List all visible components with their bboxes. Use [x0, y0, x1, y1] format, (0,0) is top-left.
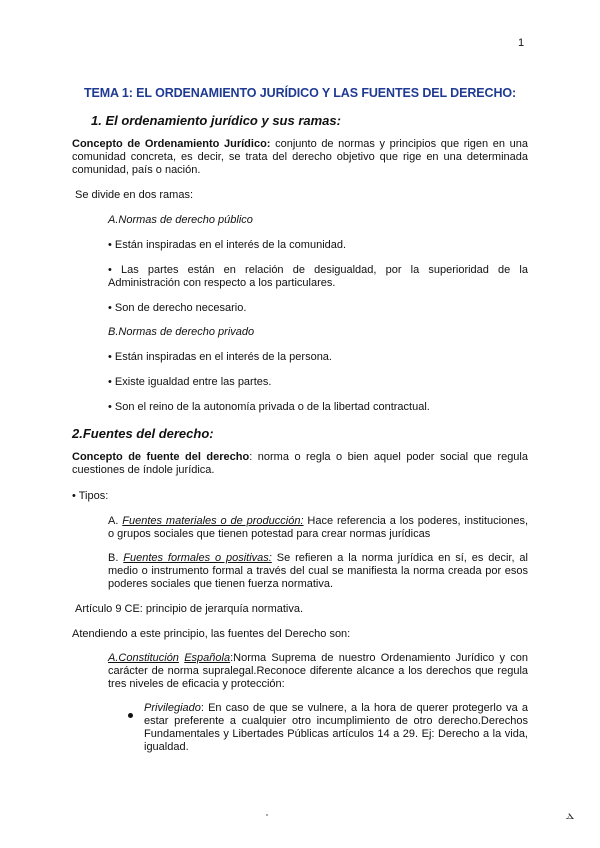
type-b-text: Se refieren a la norma jurídica en sí, es decir, al medio o instrumento formal a través del cual se manifiesta la norma creada por esos poderes sociales que tienen fuerza normativa.	[108, 552, 528, 590]
privileged-text: : En caso de que se vulnere, a la hora de querer protegerlo va a estar preferente a cualquier otro incumplimiento de otro derecho.Derechos Fundamentales y Libertades Públicas artículos 14 a 29. Ej: Derecho a la vida, igualdad.	[144, 702, 528, 753]
branch-b-item: • Están inspiradas en el interés de la persona.	[108, 351, 332, 363]
privileged	[144, 702, 528, 754]
section1-divide: Se divide en dos ramas:	[75, 189, 194, 201]
type-a-text: Hace referencia a los poderes, instituciones, o grupos sociales que tienen potestad para crear normas jurídicas	[108, 515, 528, 540]
section1-concept-label: Concepto de Ordenamiento Jurídico:	[72, 138, 271, 150]
footer-dot	[266, 814, 268, 816]
article-9: Artículo 9 CE: principio de jerarquía normativa.	[75, 603, 304, 615]
privileged-label: Privilegiado	[144, 702, 201, 714]
branch-a-title: A.Normas de derecho público	[108, 214, 253, 226]
branch-b-item: • Existe igualdad entre las partes.	[108, 376, 272, 388]
constitution-text: :Norma Suprema de nuestro Ordenamiento Jurídico y con carácter de norma supralegal.Reconoce diferente alcance a los derechos que regula tres niveles de eficacia y protección:	[108, 652, 528, 690]
type-b-prefix: B.	[108, 552, 124, 564]
constitution	[108, 652, 528, 691]
page-title: TEMA 1: EL ORDENAMIENTO JURÍDICO Y LAS FUENTES DEL DERECHO:	[83, 86, 517, 100]
type-a-prefix: A.	[108, 515, 123, 527]
constitution-label-2: Española	[184, 652, 231, 664]
privileged-bullet	[128, 707, 143, 725]
section1-concept	[72, 138, 528, 177]
constitution-label: A.Constitución	[108, 652, 179, 664]
branch-a-item: • Las partes están en relación de desigualdad, por la superioridad de la Administración con respecto a los particulares.	[108, 264, 528, 289]
section2-concept-label: Concepto de fuente del derecho	[72, 451, 250, 463]
branch-b-item: • Son el reino de la autonomía privada o de la libertad contractual.	[108, 401, 430, 413]
branch-a-item: • Son de derecho necesario.	[108, 302, 247, 314]
type-b	[108, 552, 528, 591]
page-number: 1	[518, 37, 525, 49]
type-b-label: Fuentes formales o positivas:	[123, 552, 272, 564]
branch-a-item: • Están inspiradas en el interés de la comunidad.	[108, 239, 347, 251]
section2-concept-text: : norma o regla o bien aquel poder social que regula cuestiones de índole jurídica.	[72, 451, 528, 476]
attending-text: Atendiendo a este principio, las fuentes del Derecho son:	[72, 628, 351, 640]
section1-heading: 1. El ordenamiento jurídico y sus ramas:	[91, 113, 341, 128]
section2-concept	[72, 451, 528, 477]
section2-heading: 2.Fuentes del derecho:	[72, 426, 214, 441]
section1-concept-text: conjunto de normas y principios que rigen en una comunidad concreta, es decir, se trata del derecho objetivo que rige en una determinada comunidad, país o nación.	[72, 138, 529, 176]
type-a	[108, 515, 528, 541]
section2-tipos: • Tipos:	[72, 490, 109, 502]
branch-b-title: B.Normas de derecho privado	[108, 326, 255, 338]
footer-mark: ⲇ	[566, 808, 575, 822]
type-a-label: Fuentes materiales o de producción:	[122, 515, 304, 527]
